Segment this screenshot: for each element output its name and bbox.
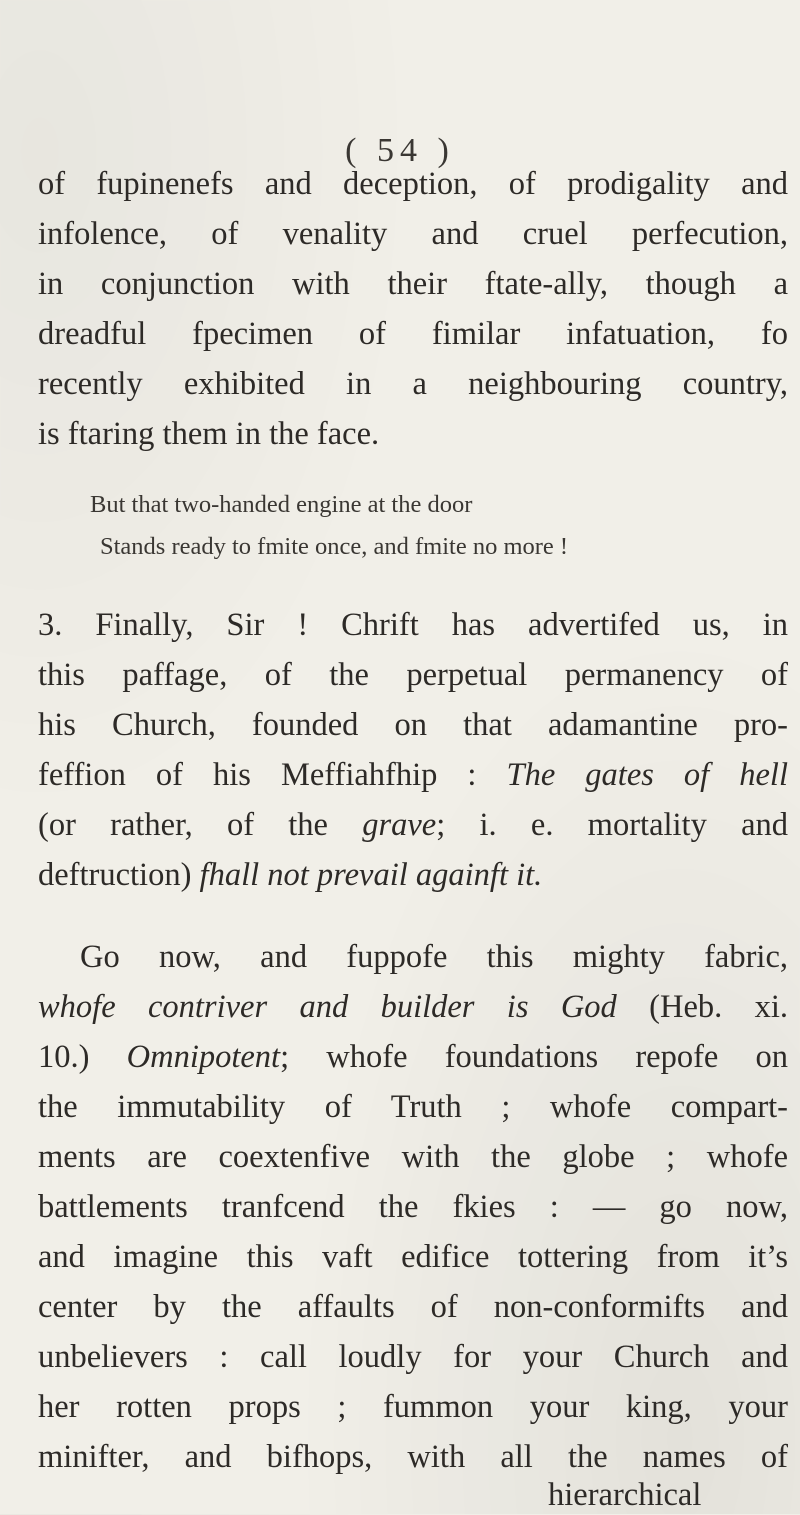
text-line: battlements tranfcend the fkies : — go now, — [38, 1189, 788, 1225]
text-line: center by the affaults of non-conformifts and — [38, 1289, 788, 1325]
text-span: ; whofe foundations repofe on — [280, 1039, 788, 1075]
verse-line: But that two-handed engine at the door — [90, 491, 473, 518]
verse-line: Stands ready to fmite once, and fmite no more ! — [100, 533, 569, 560]
text-line: this paffage, of the perpetual permanency of — [38, 657, 788, 693]
text-line: recently exhibited in a neighbouring country, — [38, 366, 788, 402]
text-line: of fupinenefs and deception, of prodigality and — [38, 166, 788, 202]
text-line — [38, 1037, 788, 1077]
text-line: dreadful fpecimen of fimilar infatuation, fo — [38, 316, 788, 352]
text-line: minifter, and bifhops, with all the names of — [38, 1439, 788, 1475]
text-line: in conjunction with their ftate-ally, though a — [38, 266, 788, 302]
text-line — [38, 987, 788, 1027]
italic-span: Omnipotent — [126, 1039, 281, 1075]
text-line: 3. Finally, Sir ! Chrift has advertifed us, in — [38, 607, 788, 643]
text-line: infolence, of venality and cruel perfecution, — [38, 216, 788, 252]
text-span: 10.) — [38, 1039, 127, 1075]
text-line: and imagine this vaft edifice tottering from it’s — [38, 1239, 788, 1275]
catchword: hierarchical — [548, 1477, 702, 1513]
text-span: ; i. e. mortality and — [436, 807, 788, 843]
text-line — [38, 755, 788, 795]
text-span: (or rather, of the — [38, 807, 363, 843]
text-line — [38, 805, 788, 845]
text-span: deftruction) — [38, 857, 200, 893]
italic-span: fhall not prevail againft it. — [199, 857, 543, 893]
text-span: feffion of his Meffiahfhip : — [38, 757, 507, 793]
text-line: ments are coextenfive with the globe ; whofe — [38, 1139, 788, 1175]
text-line — [38, 855, 542, 895]
italic-span: The gates of hell — [506, 757, 788, 793]
italic-span: grave — [362, 807, 437, 843]
text-line: her rotten props ; fummon your king, your — [38, 1389, 788, 1425]
text-line: Go now, and fuppofe this mighty fabric, — [80, 939, 788, 975]
text-line: unbelievers : call loudly for your Church and — [38, 1339, 788, 1375]
page-number: ( 54 ) — [345, 132, 455, 169]
italic-span: whofe contriver and builder is God — [38, 989, 617, 1025]
text-line: the immutability of Truth ; whofe compart- — [38, 1089, 788, 1125]
text-line: is ftaring them in the face. — [38, 416, 380, 452]
text-span: (Heb. xi. — [616, 989, 788, 1025]
text-line: his Church, founded on that adamantine pro- — [38, 707, 788, 743]
